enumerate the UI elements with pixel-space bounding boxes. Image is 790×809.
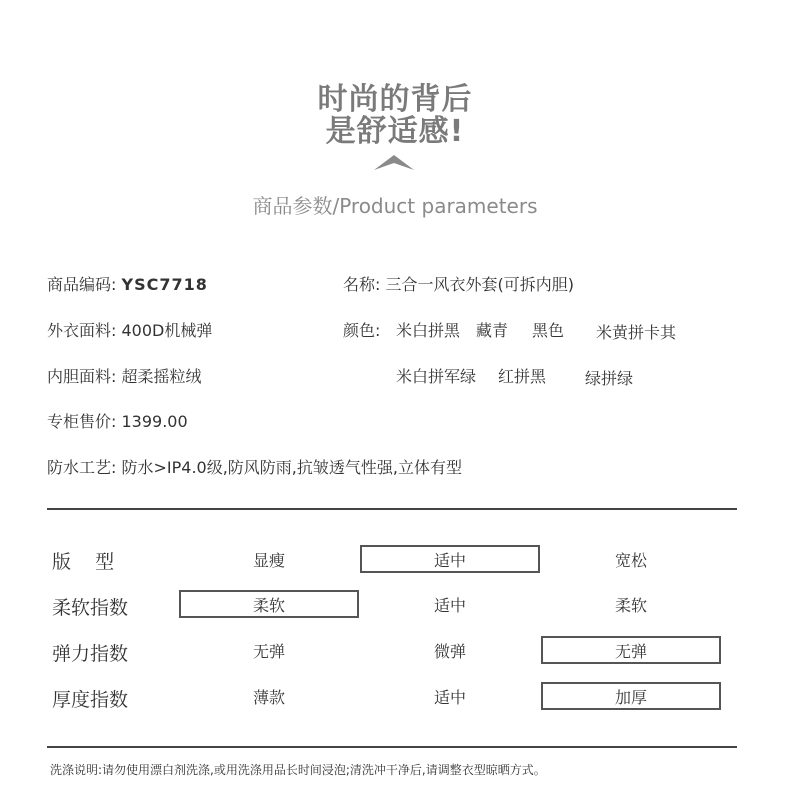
chevron-up-icon (372, 152, 416, 172)
param-lining-value: 超柔摇粒绒 (121, 367, 202, 386)
option-cell: 适中 (433, 687, 466, 707)
option-cell: 薄款 (252, 687, 285, 707)
param-price-value: 1399.00 (121, 412, 188, 431)
option-cell-selected: 加厚 (541, 682, 721, 710)
color-option: 绿拼绿 (585, 369, 634, 388)
param-outer-label: 外衣面料: (47, 321, 117, 340)
section-subtitle: 商品参数/Product parameters (252, 194, 538, 218)
param-outer-value: 400D机械弹 (121, 321, 213, 340)
param-color-label: 颜色: (343, 321, 381, 340)
param-name (343, 272, 574, 295)
param-name-value: 三合一风衣外套(可拆内胆) (385, 275, 574, 294)
option-cell: 宽松 (614, 550, 647, 570)
color-option: 米白拼黑 (396, 321, 461, 340)
color-option: 黑色 (532, 321, 565, 340)
row-label-elasticity: 弹力指数 (52, 643, 129, 665)
param-code (47, 272, 208, 295)
option-cell: 无弹 (252, 641, 285, 661)
row-label-fit: 版 型 (52, 551, 115, 573)
color-option: 米黄拼卡其 (596, 323, 677, 342)
row-label-thickness: 厚度指数 (52, 689, 129, 711)
option-cell-selected: 无弹 (541, 636, 721, 664)
color-option: 藏青 (476, 321, 509, 340)
param-process (47, 455, 462, 478)
param-process-label: 防水工艺: (47, 458, 117, 477)
color-option: 米白拼军绿 (396, 367, 477, 386)
param-name-label: 名称: (343, 275, 381, 294)
param-process-value: 防水>IP4.0级,防风防雨,抗皱透气性强,立体有型 (121, 458, 462, 477)
param-outer-fabric (47, 318, 212, 341)
slogan-line-2: 是舒适感! (325, 114, 465, 149)
param-price (47, 409, 188, 432)
color-option: 红拼黑 (498, 367, 547, 386)
param-lining-label: 内胆面料: (47, 367, 117, 386)
param-code-value: YSC7718 (121, 275, 208, 294)
param-price-label: 专柜售价: (47, 412, 117, 431)
option-cell: 微弹 (433, 641, 466, 661)
option-cell-selected: 柔软 (179, 590, 359, 618)
care-note: 洗涤说明:请勿使用漂白剂洗涤,或用洗涤用品长时间浸泡;清洗冲干净后,请调整衣型晾晒方式。 (50, 763, 546, 777)
param-code-label: 商品编码: (47, 275, 117, 294)
option-cell: 柔软 (614, 595, 647, 615)
divider-top (47, 508, 737, 510)
slogan-line-1: 时尚的背后 (317, 82, 473, 117)
divider-bottom (47, 746, 737, 748)
row-label-softness: 柔软指数 (52, 597, 129, 619)
option-cell: 适中 (433, 595, 466, 615)
option-cell-selected: 适中 (360, 545, 540, 573)
option-cell: 显瘦 (252, 550, 285, 570)
param-lining-fabric (47, 364, 202, 387)
